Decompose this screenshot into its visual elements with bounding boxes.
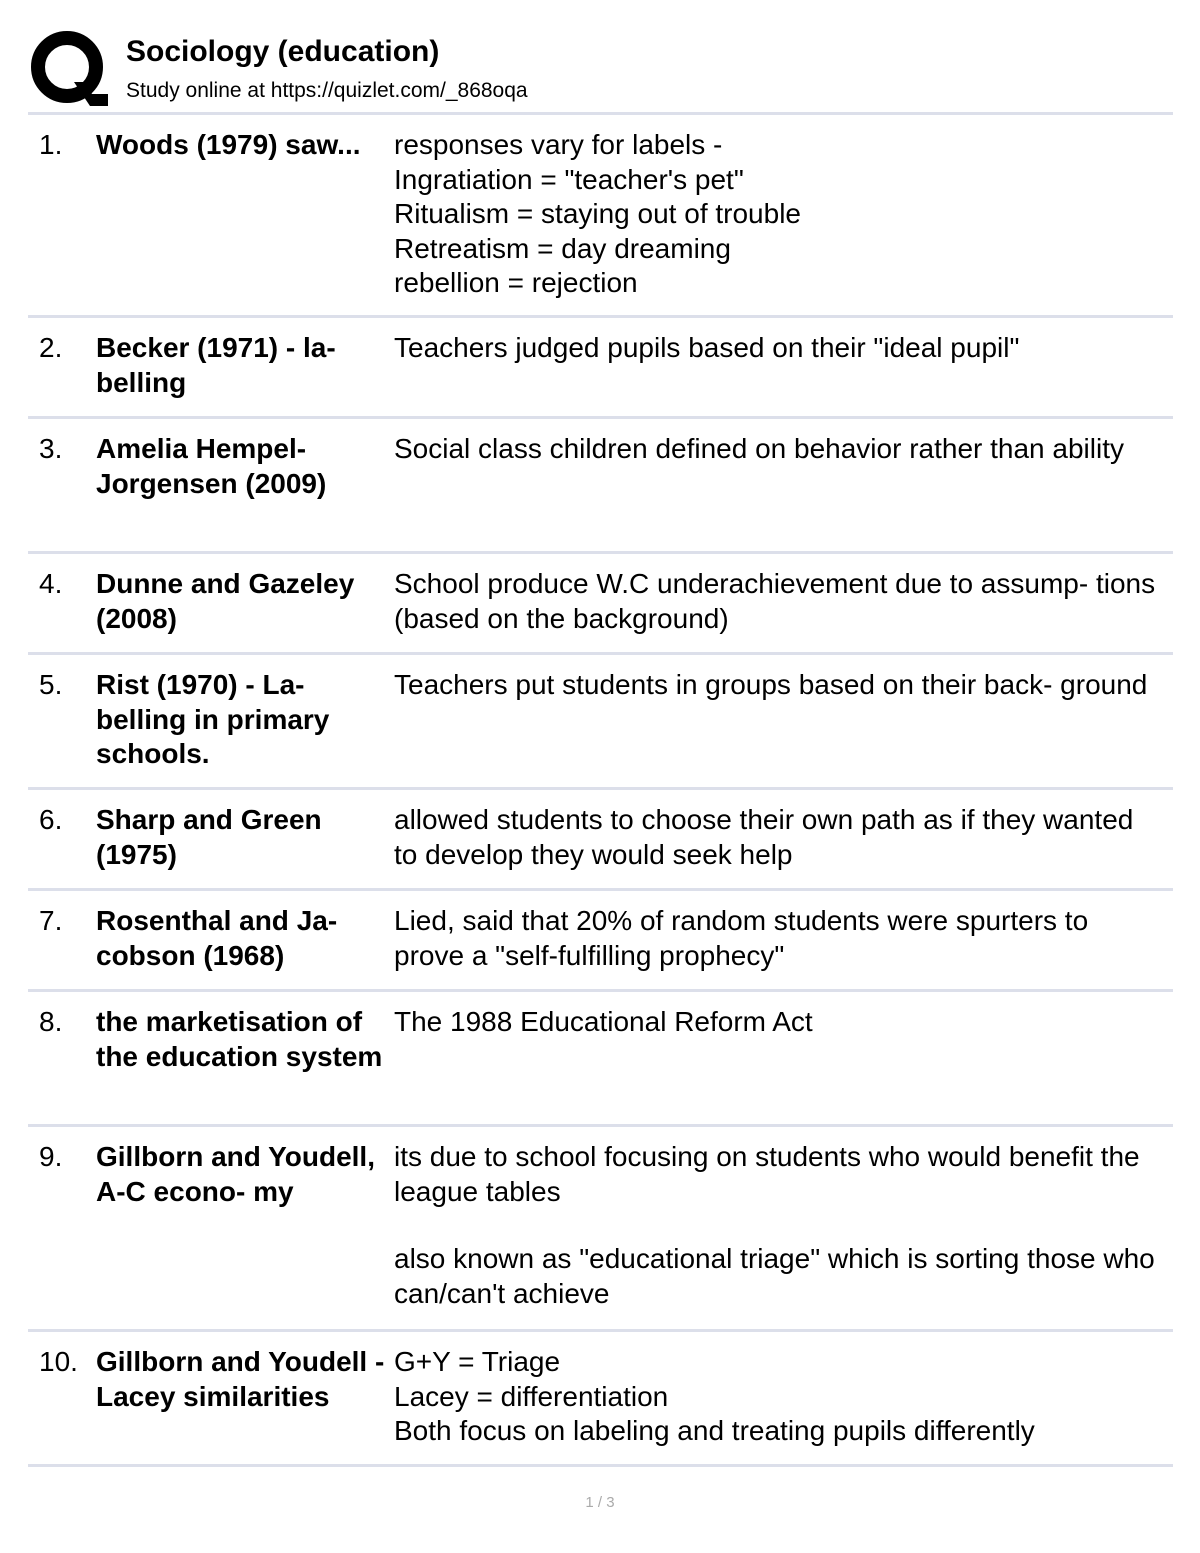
definition-line: rebellion = rejection xyxy=(394,267,638,298)
definition-text: School produce W.C underachievement due to assump- tions (based on the background) xyxy=(394,568,1156,634)
page-header xyxy=(28,28,1173,112)
card-definition xyxy=(394,803,1164,872)
card-definition xyxy=(394,1005,1164,1040)
card-term: Gillborn and Youdell - Lacey similarities xyxy=(96,1346,385,1412)
definition-text: Teachers put students in groups based on their back- ground xyxy=(394,669,1148,700)
definition-text: also known as "educational triage" which is sorting those who can/can't achieve xyxy=(394,1243,1155,1309)
card-number: 9. xyxy=(39,1141,63,1172)
flashcard-row xyxy=(28,318,1173,419)
card-definition xyxy=(394,331,1164,366)
definition-line: Retreatism = day dreaming xyxy=(394,232,731,264)
definition-line: G+Y = Triage xyxy=(394,1346,561,1377)
flashcard-row xyxy=(28,115,1173,318)
page-title: Sociology (education) xyxy=(126,35,440,68)
card-term: Woods (1979) saw... xyxy=(96,129,361,160)
card-term: Dunne and Gazeley (2008) xyxy=(96,568,355,634)
study-online-link[interactable]: Study online at https://quizlet.com/_868oqa xyxy=(126,79,528,102)
card-definition xyxy=(394,1140,1164,1311)
card-term: Amelia Hempel-Jorgensen (2009) xyxy=(96,433,327,499)
definition-line: Both focus on labeling and treating pupils differently xyxy=(394,1415,1035,1446)
flashcard-row xyxy=(28,419,1173,554)
card-number: 6. xyxy=(39,804,63,835)
card-number: 8. xyxy=(39,1006,63,1037)
card-number: 4. xyxy=(39,568,63,599)
flashcard-row xyxy=(28,554,1173,655)
card-definition xyxy=(394,567,1164,636)
quizlet-logo-icon xyxy=(30,30,108,108)
card-term: Rist (1970) - La- belling in primary schools. xyxy=(96,669,330,769)
card-term: Becker (1971) - la- belling xyxy=(96,332,336,398)
flashcard-row xyxy=(28,1332,1173,1467)
page-number: 1 / 3 xyxy=(585,1494,615,1511)
flashcard-row xyxy=(28,992,1173,1127)
definition-text: its due to school focusing on students who would benefit the league tables xyxy=(394,1141,1140,1207)
card-number: 1. xyxy=(39,129,63,160)
card-term: Gillborn and Youdell, A-C econo- my xyxy=(96,1141,375,1207)
definition-line: responses vary for labels - xyxy=(394,129,723,160)
definition-text: Lied, said that 20% of random students were spurters to prove a "self-fulfilling prophecy" xyxy=(394,905,1089,971)
card-term: the marketisation of the education system xyxy=(96,1006,383,1072)
flashcard-row xyxy=(28,1127,1173,1332)
flashcard-row xyxy=(28,891,1173,992)
definition-text: Teachers judged pupils based on their "ideal pupil" xyxy=(394,332,1020,363)
definition-line: Ritualism = staying out of trouble xyxy=(394,198,801,229)
card-number: 10. xyxy=(39,1346,78,1377)
definition-text: Social class children defined on behavior rather than ability xyxy=(394,433,1124,464)
card-definition xyxy=(394,432,1164,467)
definition-text: The 1988 Educational Reform Act xyxy=(394,1006,813,1037)
definition-text: allowed students to choose their own path as if they wanted to develop they would seek help xyxy=(394,804,1134,870)
card-definition xyxy=(394,1345,1164,1449)
card-number: 3. xyxy=(39,433,63,464)
card-definition xyxy=(394,668,1164,703)
flashcard-list xyxy=(28,115,1173,1467)
card-number: 5. xyxy=(39,669,63,700)
card-definition xyxy=(394,904,1164,973)
card-term: Rosenthal and Ja- cobson (1968) xyxy=(96,905,338,971)
card-term: Sharp and Green (1975) xyxy=(96,804,322,870)
flashcard-row xyxy=(28,655,1173,790)
card-definition xyxy=(394,128,1164,301)
card-number: 2. xyxy=(39,332,63,363)
definition-line: Ingratiation = "teacher's pet" xyxy=(394,163,744,195)
definition-line: Lacey = differentiation xyxy=(394,1380,669,1412)
flashcard-row xyxy=(28,790,1173,891)
card-number: 7. xyxy=(39,905,63,936)
